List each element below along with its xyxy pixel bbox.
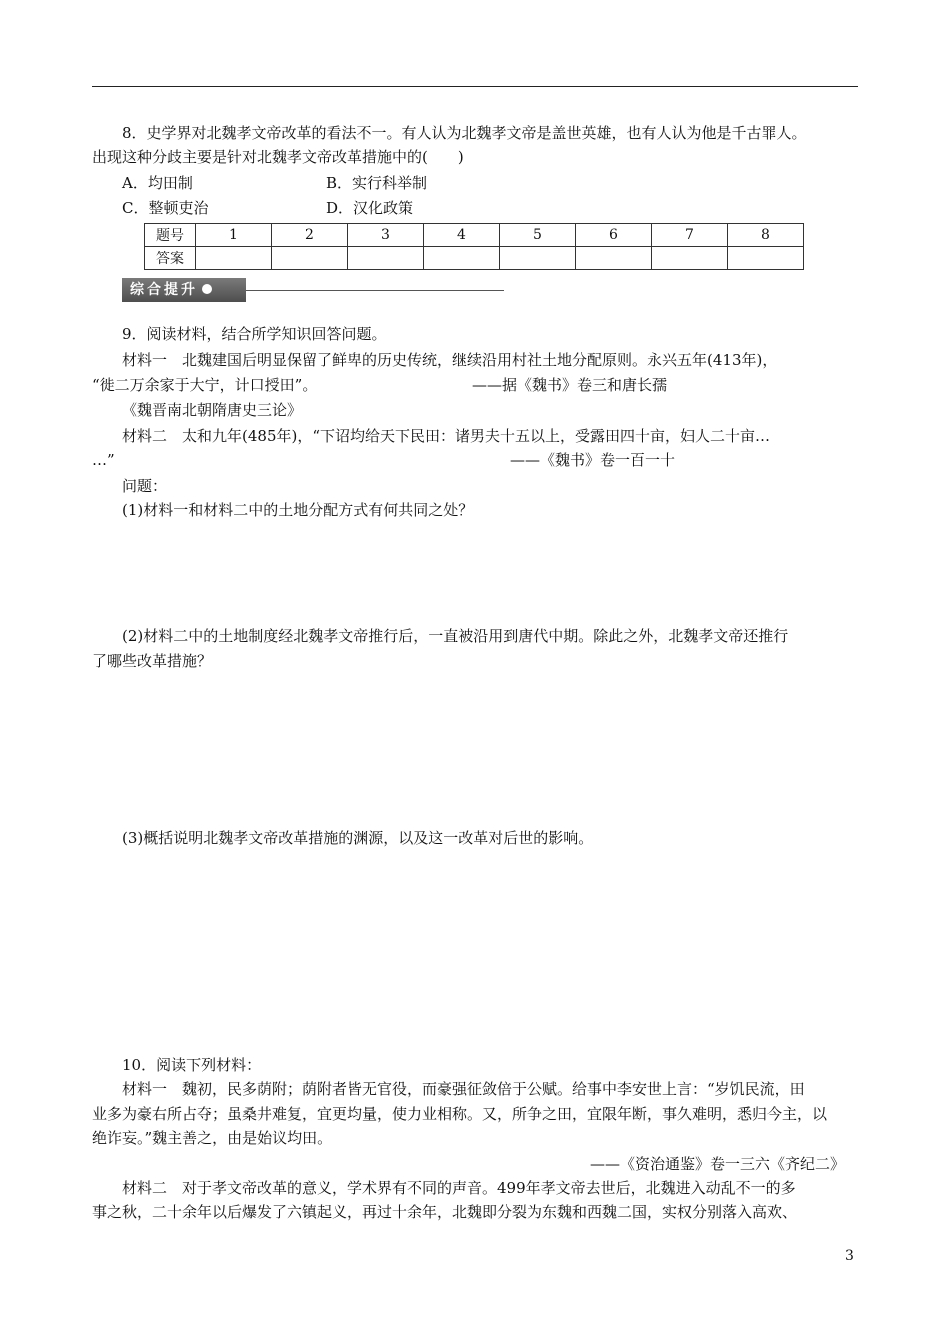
q10-material1-line2: 业多为豪右所占夺；虽桑井难复，宜更均量，使力业相称。又，所争之田，宜限年断，事久难明，悉归今主，以 [92, 1105, 828, 1123]
answer-table-answer-label: 答案 [145, 247, 196, 270]
answer-cell[interactable] [348, 247, 424, 270]
section-banner [122, 278, 246, 302]
section-banner-rule [246, 290, 504, 291]
bullet-dot-icon [202, 284, 212, 294]
header-rule [92, 86, 858, 87]
q10-material2-line2: 事之秋，二十余年以后爆发了六镇起义，再过十余年，北魏即分裂为东魏和西魏二国，实权分别落入高欢、 [92, 1203, 798, 1221]
answer-table-number: 5 [500, 224, 576, 247]
answer-table-number-label: 题号 [145, 224, 196, 247]
answer-table-number: 4 [424, 224, 500, 247]
q9-question-label: 问题： [122, 477, 168, 495]
answer-table-answer-row [145, 247, 804, 270]
answer-cell[interactable] [424, 247, 500, 270]
answer-table-number: 6 [576, 224, 652, 247]
q9-sub2-line2: 了哪些改革措施？ [92, 652, 213, 670]
q9-sub1: (1)材料一和材料二中的土地分配方式有何共同之处？ [122, 501, 474, 519]
q8-option-c: C．整顿吏治 [122, 199, 209, 217]
q8-stem-line1: 8．史学界对北魏孝文帝改革的看法不一。有人认为北魏孝文帝是盖世英雄，也有人认为他是千古罪人。 [122, 124, 807, 142]
q9-material2-line1: 材料二 太和九年(485年)，“下诏均给天下民田：诸男夫十五以上，受露田四十亩，妇人二十亩… [122, 427, 771, 445]
answer-table-number: 3 [348, 224, 424, 247]
answer-table-number: 1 [196, 224, 272, 247]
q9-sub2-line1: (2)材料二中的土地制度经北魏孝文帝推行后，一直被沿用到唐代中期。除此之外，北魏孝文帝还推行 [122, 627, 789, 645]
q9-material2-line2: …” [92, 451, 115, 469]
answer-cell[interactable] [272, 247, 348, 270]
q9-intro: 9．阅读材料，结合所学知识回答问题。 [122, 325, 387, 343]
q8-stem-line2: 出现这种分歧主要是针对北魏孝文帝改革措施中的( ) [92, 148, 464, 166]
q9-sub3: (3)概括说明北魏孝文帝改革措施的渊源，以及这一改革对后世的影响。 [122, 829, 594, 847]
q9-material1-source-cont: 《魏晋南北朝隋唐史三论》 [122, 401, 303, 419]
q9-material2-source: ——《魏书》卷一百一十 [510, 451, 676, 469]
answer-cell[interactable] [728, 247, 804, 270]
answer-cell[interactable] [500, 247, 576, 270]
q10-material1-line3: 绝诈妄。”魏主善之，由是始议均田。 [92, 1129, 333, 1147]
q9-material1-line2: “徙二万余家于大宁，计口授田”。 [92, 376, 318, 394]
section-banner-label: 综合提升 [130, 282, 198, 298]
answer-table-number: 8 [728, 224, 804, 247]
q10-material1-line1: 材料一 魏初，民多荫附；荫附者皆无官役，而豪强征敛倍于公赋。给事中李安世上言：“岁饥民流，田 [122, 1080, 805, 1098]
q8-option-d: D．汉化政策 [326, 199, 414, 217]
q10-intro: 10．阅读下列材料： [122, 1056, 262, 1074]
q8-option-a: A．均田制 [122, 174, 193, 192]
q9-material1-line1: 材料一 北魏建国后明显保留了鲜卑的历史传统，继续沿用村社土地分配原则。永兴五年(413年)， [122, 351, 778, 369]
answer-cell[interactable] [652, 247, 728, 270]
answer-table [144, 223, 804, 270]
answer-table-number: 7 [652, 224, 728, 247]
q8-option-b: B．实行科举制 [326, 174, 428, 192]
answer-table-number: 2 [272, 224, 348, 247]
answer-cell[interactable] [196, 247, 272, 270]
q10-material1-source: ——《资治通鉴》卷一三六《齐纪二》 [590, 1155, 846, 1173]
q10-material2-line1: 材料二 对于孝文帝改革的意义，学术界有不同的声音。499年孝文帝去世后，北魏进入动乱不一的多 [122, 1179, 796, 1197]
q9-material1-source: ——据《魏书》卷三和唐长孺 [472, 376, 668, 394]
answer-cell[interactable] [576, 247, 652, 270]
page-number: 3 [845, 1248, 854, 1264]
answer-table-number-row [145, 224, 804, 247]
